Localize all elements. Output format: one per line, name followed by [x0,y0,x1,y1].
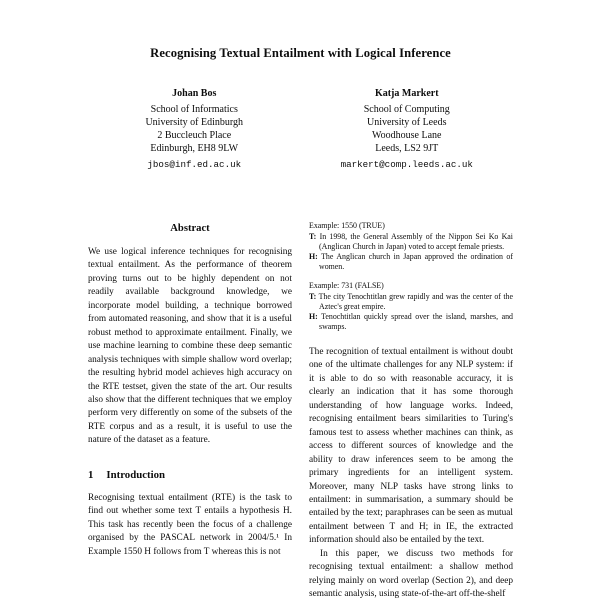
section-title: Introduction [106,468,166,481]
abstract-text: We use logical inference techniques for recognising textual entailment. As the performance of theorem proving turns out to be highly dependent on not readily available background knowledge, we incorporate model building, a technique borrowed from automated reasoning, and show that it is a useful robust method to approximate entailment. Finally, we use machine learning to combine these deep semantic analysis techniques with simple shallow word overlap; the resulting hybrid model achieves high accuracy on the RTE testset, given the state of the art. Our results also show that the different techniques that we employ perform very differently on some of the subsets of the RTE corpus and as a result, it is useful to use the nature of the dataset as a feature. [88,247,292,446]
t-text: The city Tenochtitlan grew rapidly and was the center of the Aztec's great empire. [318,292,513,311]
example-1550-label: Example: 1550 (TRUE) [309,221,385,230]
author-1 [88,87,301,171]
author-1-affiliation-line-4: Edinburgh, EH8 9LW [150,143,239,154]
author-1-name: Johan Bos [172,88,217,99]
author-1-affiliation-line-1: School of Informatics [150,104,238,115]
example-731-text-h [309,312,513,332]
author-2 [301,87,514,171]
h-text: The Anglican church in Japan approved the ordination of women. [319,252,513,271]
author-2-name: Katja Markert [374,88,439,99]
introduction-paragraph: Recognising textual entailment (RTE) is the task to find out whether some text T entails a hypothesis H. This task has recently been the focus of a challenge organised by the PASCAL network in 2004/5.¹ In Example 1550 H follows from T whereas this is not [88,492,292,557]
author-block [88,87,513,171]
paper-title: Recognising Textual Entailment with Logical Inference [150,46,451,60]
author-2-affiliation-line-1: School of Computing [363,104,450,115]
body-paragraph-2: In this paper, we discuss two methods for recognising textual entailment: a shallow method relying mainly on word overlap (Section 2), and deep semantic analysis, using state-of-the-art off-the-shelf [309,548,513,600]
h-text: Tenochtitlan quickly spread over the island, marshes, and swamps. [319,312,513,331]
author-2-affiliation-line-4: Leeds, LS2 9JT [375,143,439,154]
example-1550-text-h [309,252,513,272]
example-block-731 [309,281,513,332]
abstract-heading: Abstract [170,223,210,234]
author-2-affiliation-line-3: Woodhouse Lane [372,130,442,141]
two-column-body [88,221,513,600]
example-1550-text-t [309,232,513,252]
body-paragraph-1: The recognition of textual entailment is without doubt one of the ultimate challenges for any NLP system: if it is able to do so with reasonable accuracy, it is clearly an indication that it has some thorough understanding of how language works. Indeed, recognising entailment bears similarities to Turing's famous test to assess whether machines can think, as access to different sources of knowledge and the ability to draw inferences seem to be among the primary ingredients for an intelligent system. Moreover, many NLP tasks have strong links to entailment: in summarisation, a summary should be entailed by the text; paraphrases can be seen as mutual entailment between T and H; in IE, the extracted information should also be entailed by the text. [309,347,513,546]
author-1-email: jbos@inf.ed.ac.uk [147,159,242,170]
right-column [309,221,513,600]
t-label: T: [309,292,317,301]
example-731-label: Example: 731 (FALSE) [309,281,384,290]
h-label: H: [309,252,318,261]
author-1-affiliation-line-2: University of Edinburgh [145,117,244,128]
author-1-affiliation-line-3: 2 Buccleuch Place [157,130,232,141]
example-731-text-t [309,292,513,312]
example-block-1550 [309,221,513,272]
t-text: In 1998, the General Assembly of the Nippon Sei Ko Kai (Anglican Church in Japan) voted to accept female priests. [319,232,513,251]
left-column [88,221,292,600]
section-heading-introduction [88,469,292,481]
t-label: T: [309,232,317,241]
section-number: 1 [88,468,94,481]
author-2-affiliation-line-2: University of Leeds [367,117,447,128]
author-2-email: markert@comp.leeds.ac.uk [340,159,473,170]
h-label: H: [309,312,318,321]
examples-section [309,221,513,332]
